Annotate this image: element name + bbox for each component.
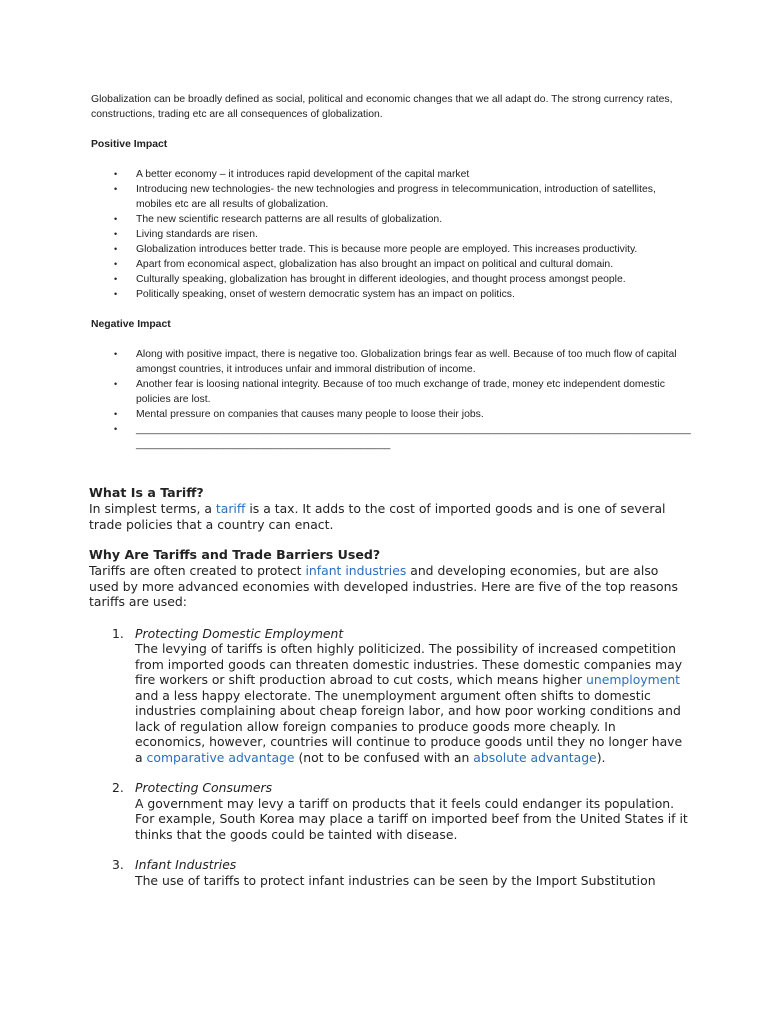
tariff-link[interactable]: tariff	[215, 501, 246, 516]
bullet-icon: •	[114, 349, 118, 359]
bullet-icon: •	[114, 184, 118, 194]
list-item: • The new scientific research patterns are all results of globalization.	[114, 214, 443, 225]
separator-line: ____________________________________________________________________________________________________________________________________________	[136, 424, 691, 450]
bullet-icon: •	[114, 259, 118, 269]
list-item: • Along with positive impact, there is negative too. Globalization brings fear as well. Because of too much flow of capital amongst countries, it introduces unfair and immoral distribution of income.	[114, 349, 677, 375]
positive-impact-heading: Positive Impact	[91, 139, 168, 150]
list-item: 1. Protecting Domestic Employment The levying of tariffs is often highly politicized. The possibility of increased competition from imported goods can threaten domestic industries. These domestic companies may fire workers or shift production abroad to cut costs, which means higher unemployment and a less happy electorate. The unemployment argument often shifts to domestic industries complaining about cheap foreign labor, and how poor working conditions and lack of regulation allow foreign companies to produce goods more cheaply. In economics, however, countries will continue to produce goods until they no longer have a comparative advantage (not to be confused with an absolute advantage).	[89, 626, 689, 766]
reasons-list	[89, 626, 689, 889]
why-paragraph: Tariffs are often created to protect infant industries and developing economies, but are also used by more advanced economies with developed industries. Here are five of the top reasons tariffs are used:	[89, 563, 678, 609]
reason-text: A government may levy a tariff on products that it feels could endanger its population. For example, South Korea may place a tariff on imported beef from the United States if it thinks that the goods could be tainted with disease.	[135, 795, 688, 842]
intro-paragraph: Globalization can be broadly defined as social, political and economic changes that we all adapt do. The strong currency rates, constructions, trading etc are all consequences of globalization.	[91, 94, 673, 120]
tariff-paragraph: In simplest terms, a tariff is a tax. It adds to the cost of imported goods and is one of several trade policies that a country can enact.	[89, 501, 666, 532]
list-item: • Mental pressure on companies that causes many people to loose their jobs.	[114, 409, 484, 420]
list-item: • Culturally speaking, globalization has brought in different ideologies, and thought process amongst people.	[114, 274, 626, 285]
comparative-advantage-link[interactable]: comparative advantage	[146, 749, 295, 765]
bullet-icon: •	[114, 289, 118, 299]
negative-impact-list	[91, 347, 691, 452]
bullet-icon: •	[114, 214, 118, 224]
reason-title: Protecting Consumers	[135, 780, 273, 795]
tariff-section	[89, 485, 689, 888]
why-heading: Why Are Tariffs and Trade Barriers Used?	[89, 547, 381, 562]
list-item: 3. Infant Industries The use of tariffs to protect infant industries can be seen by the Import Substitution	[89, 857, 689, 888]
bullet-icon: •	[114, 274, 118, 284]
list-item: • Living standards are risen.	[114, 229, 258, 240]
negative-impact-heading: Negative Impact	[91, 319, 171, 330]
bullet-icon: •	[114, 229, 118, 239]
bullet-icon: •	[114, 169, 118, 179]
bullet-icon: •	[114, 244, 118, 254]
list-item: • A better economy – it introduces rapid development of the capital market	[114, 169, 470, 180]
reason-text: The levying of tariffs is often highly politicized. The possibility of increased competition from imported goods can threaten domestic industries. These domestic companies may fire workers or shift production abroad to cut costs, which means higher unemployment and a less happy electorate. The unemployment argument often shifts to domestic industries complaining about cheap foreign labor, and how poor working conditions and lack of regulation allow foreign companies to produce goods more cheaply. In economics, however, countries will continue to produce goods until they no longer have a comparative advantage (not to be confused with an absolute advantage).	[135, 641, 683, 765]
infant-industries-link[interactable]: infant industries	[305, 563, 407, 578]
bullet-icon: •	[114, 379, 118, 389]
bullet-icon: •	[114, 409, 118, 419]
list-item: 2. Protecting Consumers A government may levy a tariff on products that it feels could endanger its population. For example, South Korea may place a tariff on imported beef from the United States if it thinks that the goods could be tainted with disease.	[112, 780, 688, 842]
absolute-advantage-link[interactable]: absolute advantage	[473, 749, 597, 765]
list-item: • Another fear is loosing national integrity. Because of too much exchange of trade, money etc independent domestic policies are lost.	[114, 379, 665, 405]
bullet-icon: •	[114, 424, 118, 434]
reason-title: Protecting Domestic Employment	[135, 625, 344, 641]
list-item: • Globalization introduces better trade. This is because more people are employed. This increases productivity.	[114, 244, 638, 255]
list-item: • Politically speaking, onset of western democratic system has an impact on politics.	[114, 289, 515, 300]
list-item: • Introducing new technologies- the new technologies and progress in telecommunication, introduction of satellites, mobiles etc are all results of globalization.	[114, 184, 656, 210]
reason-title: Infant Industries	[135, 857, 237, 872]
unemployment-link[interactable]: unemployment	[586, 672, 681, 687]
tariff-heading: What Is a Tariff?	[89, 485, 204, 500]
list-item: • Apart from economical aspect, globalization has also brought an impact on political and cultural domain.	[114, 259, 614, 270]
list-item	[91, 422, 691, 452]
positive-impact-list	[91, 167, 691, 302]
reason-text: The use of tariffs to protect infant industries can be seen by the Import Substitution	[135, 872, 656, 888]
globalization-section	[91, 92, 691, 452]
